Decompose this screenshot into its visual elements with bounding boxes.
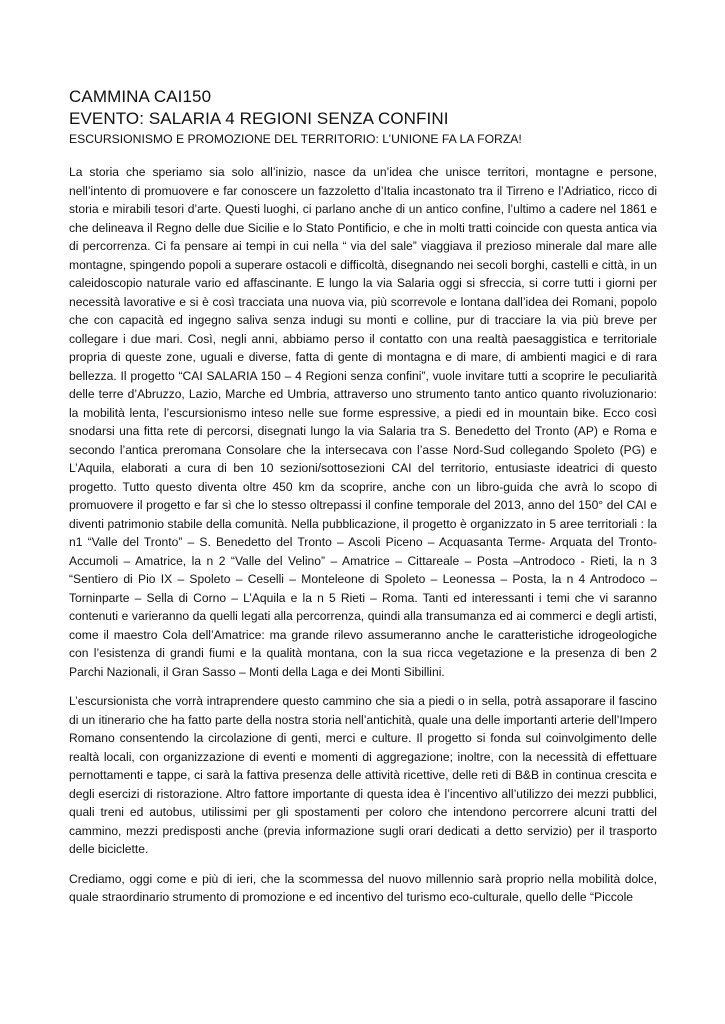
event-title: EVENTO: SALARIA 4 REGIONI SENZA CONFINI xyxy=(69,109,449,128)
paragraph-conclusion: Crediamo, oggi come e più di ieri, che la scommessa del nuovo millennio sarà proprio nella mobilità dolce, quale straordinario strumento di promozione e ed incentivo del turismo eco-culturale, quello delle “Piccole xyxy=(69,871,657,904)
paragraph-hiker: L’escursionista che vorrà intraprendere questo cammino che sia a piedi o in sella, potrà assaporare il fascino di un itinerario che ha fatto parte della nostra storia nell’antichità, quale una delle importanti arterie dell’Impero Romano consentendo la circolazione di genti, merci e culture. Il progetto si fonda sul coinvolgimento delle realtà locali, con organizzazione di eventi e momenti di aggregazione; inoltre, con la necessità di effettuare pernottamenti e tappe, ci sarà la fattiva presenza delle attività ricettive, delle reti di B&B in continua crescita e degli esercizi di ristorazione. Altro fattore importante di questa idea è l’incentivo all’utilizzo dei mezzi pubblici, quali treni ed autobus, utilissimi per gli spostamenti per coloro che intendono percorrere alcuni tratti del cammino, mezzi predisposti anche (previa informazione sugli orari dedicati a detto servizio) per il trasporto delle biciclette. xyxy=(69,694,657,856)
paragraph-history: La storia che speriamo sia solo all’inizio, nasce da un’idea che unisce territori, montagne e persone, nell’intento di promuovere e far conoscere un fazzoletto d’Italia incastonato tra il Tirreno e l’Adriatico, ricco di storia e mirabili tesori d’arte. Questi luoghi, ci parlano anche di un antico confine, l’ultimo a cadere nel 1861 e che delineava il Regno delle due Sicilie e lo Stato Pontificio, e che in molti tratti coincide con questa antica via di percorrenza. Ci fa pensare ai tempi in cui nella “ via del sale” viaggiava il prezioso minerale dal mare alle montagne, spingendo popoli a superare ostacoli e difficoltà, disegnando nei secoli borghi, castelli e città, in un caleidoscopio naturale vario ed affascinante. E lungo la via Salaria oggi si sfreccia, si corre tutti i giorni per necessità lavorative e si è così tracciata una nuova via, più scorrevole e lontana dall’idea dei Romani, popolo che con capacità ed ingegno saliva senza indugi su monti e colline, pur di tracciare la via più breve per collegare i due mari. Così, negli anni, abbiamo perso il contatto con una realtà paesaggistica e territoriale propria di queste zone, uguali e diverse, fatta di gente di montagna e di mare, di ambienti magici e di rara bellezza. Il progetto “CAI SALARIA 150 – 4 Regioni senza confini”, vuole invitare tutti a scoprire le peculiarità delle terre d’Abruzzo, Lazio, Marche ed Umbria, attraverso uno strumento tanto antico quanto rivoluzionario: la mobilità lenta, l’escursionismo inteso nelle sue forme espressive, a piedi ed in mountain bike. Ecco così snodarsi una fitta rete di percorsi, disegnati lungo la via Salaria tra S. Benedetto del Tronto (AP) e Roma e secondo l’antica preromana Consolare che la intersecava con l’asse Nord-Sud collegando Spoleto (PG) e L’Aquila, elaborati a cura di ben 10 sezioni/sottosezioni CAI del territorio, entusiaste ideatrici di questo progetto. Tutto questo diventa oltre 450 km da scoprire, anche con un libro-guida che avrà lo scopo di promuovere il progetto e far sì che lo stesso oltrepassi il confine temporale del 2013, anno del 150° del CAI e diventi patrimonio stabile della comunità. Nella pubblicazione, il progetto è organizzato in 5 aree territoriali : la n1 “Valle del Tronto” – S. Benedetto del Tronto – Ascoli Piceno – Acquasanta Terme- Arquata del Tronto- Accumoli – Amatrice, la n 2 “Valle del Velino” – Amatrice – Cittareale – Posta –Antrodoco - Rieti, la n 3 “Sentiero di Pio IX – Spoleto – Ceselli – Monteleone di Spoleto – Leonessa – Posta, la n 4 Antrodoco – Torninparte – Sella di Corno – L’Aquila e la n 5 Rieti – Roma. Tanti ed interessanti i temi che vi saranno contenuti e varieranno da quelli legati alla percorrenza, quindi alla transumanza ed ai commerci e degli artisti, come il maestro Cola dell’Amatrice: ma grande rilevo assumeranno anche le caratteristiche idrogeologiche con l’esistenza di grandi fiumi e la qualità montana, con la sua ricca vegetazione e la presenza di ben 2 Parchi Nazionali, il Gran Sasso – Monti della Laga e dei Monti Sibillini. xyxy=(69,165,657,679)
document-title: CAMMINA CAI150 xyxy=(69,87,212,106)
document-body xyxy=(69,86,657,907)
document-subtitle: ESCURSIONISMO E PROMOZIONE DEL TERRITORIO: L’UNIONE FA LA FORZA! xyxy=(69,132,522,146)
